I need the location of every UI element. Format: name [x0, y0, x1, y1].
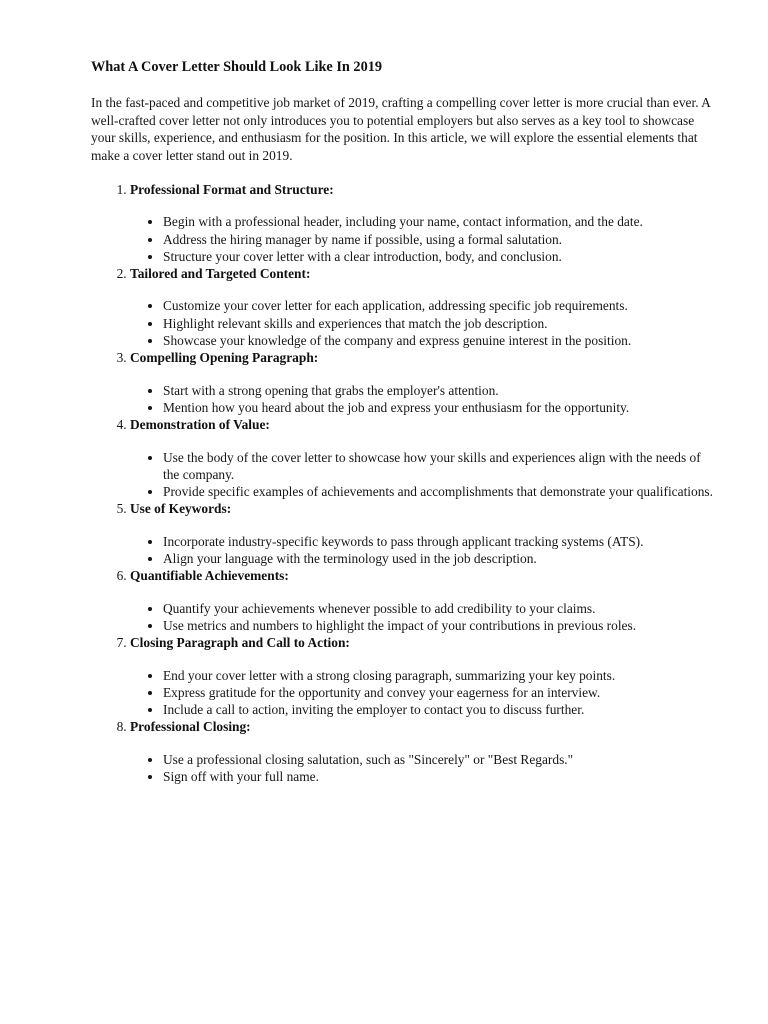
list-item: [130, 567, 713, 634]
bullet-item: • Customize your cover letter for each application, addressing specific job requirements.: [163, 297, 713, 314]
bullet-item: • Mention how you heard about the job and express your enthusiasm for the opportunity.: [163, 399, 713, 416]
bullet-list: [130, 751, 713, 786]
intro-paragraph: In the fast-paced and competitive job market of 2019, crafting a compelling cover letter is more crucial than ever. A well-crafted cover letter not only introduces you to potential employers but also serves as a key tool to showcase your skills, experience, and enthusiasm for the position. In this article, we will explore the essential elements that make a cover letter stand out in 2019.: [91, 95, 711, 163]
list-item: [130, 181, 713, 265]
bullet-item: • Use metrics and numbers to highlight the impact of your contributions in previous roles.: [163, 617, 713, 634]
bullet-item: • Incorporate industry-specific keywords to pass through applicant tracking systems (ATS).: [163, 533, 713, 550]
bullet-list: [130, 213, 713, 265]
item-heading: 8. Professional Closing:: [130, 719, 251, 735]
bullet-list: [130, 533, 713, 568]
item-heading: 3. Compelling Opening Paragraph:: [130, 350, 319, 366]
bullet-item: • Start with a strong opening that grabs the employer's attention.: [163, 382, 713, 399]
bullet-list: [130, 667, 713, 719]
list-item: [130, 634, 713, 718]
bullet-item: • Showcase your knowledge of the company and express genuine interest in the position.: [163, 332, 713, 349]
bullet-item: • Provide specific examples of achievements and accomplishments that demonstrate your qualifications.: [163, 483, 713, 500]
item-heading: 7. Closing Paragraph and Call to Action:: [130, 635, 350, 651]
document-title: What A Cover Letter Should Look Like In 2019: [91, 59, 383, 75]
list-item: [130, 416, 713, 500]
bullet-list: [130, 449, 713, 501]
list-item: [130, 500, 713, 567]
item-heading: 4. Demonstration of Value:: [130, 417, 270, 433]
bullet-list: [130, 297, 713, 349]
bullet-item: • Sign off with your full name.: [163, 768, 713, 785]
bullet-list: [130, 382, 713, 417]
item-heading: 6. Quantifiable Achievements:: [130, 568, 289, 584]
bullet-item: • Structure your cover letter with a clear introduction, body, and conclusion.: [163, 248, 713, 265]
bullet-item: • Begin with a professional header, including your name, contact information, and the date.: [163, 213, 713, 230]
bullet-item: • Include a call to action, inviting the employer to contact you to discuss further.: [163, 701, 713, 718]
item-heading: 5. Use of Keywords:: [130, 501, 232, 517]
bullet-item: • Use a professional closing salutation, such as "Sincerely" or "Best Regards.": [163, 751, 713, 768]
bullet-list: [130, 600, 713, 635]
item-heading: 2. Tailored and Targeted Content:: [130, 266, 311, 282]
bullet-item: • Address the hiring manager by name if possible, using a formal salutation.: [163, 231, 713, 248]
bullet-item: • Use the body of the cover letter to showcase how your skills and experiences align with the needs of the company.: [163, 449, 713, 484]
list-item: [130, 265, 713, 349]
bullet-item: • Highlight relevant skills and experiences that match the job description.: [163, 315, 713, 332]
list-item: [130, 718, 713, 785]
list-item: [130, 349, 713, 416]
item-heading: 1. Professional Format and Structure:: [130, 182, 334, 197]
numbered-list: [91, 181, 713, 785]
bullet-item: • Express gratitude for the opportunity and convey your eagerness for an interview.: [163, 684, 713, 701]
bullet-item: • End your cover letter with a strong closing paragraph, summarizing your key points.: [163, 667, 713, 684]
bullet-item: • Align your language with the terminology used in the job description.: [163, 550, 713, 567]
bullet-item: • Quantify your achievements whenever possible to add credibility to your claims.: [163, 600, 713, 617]
